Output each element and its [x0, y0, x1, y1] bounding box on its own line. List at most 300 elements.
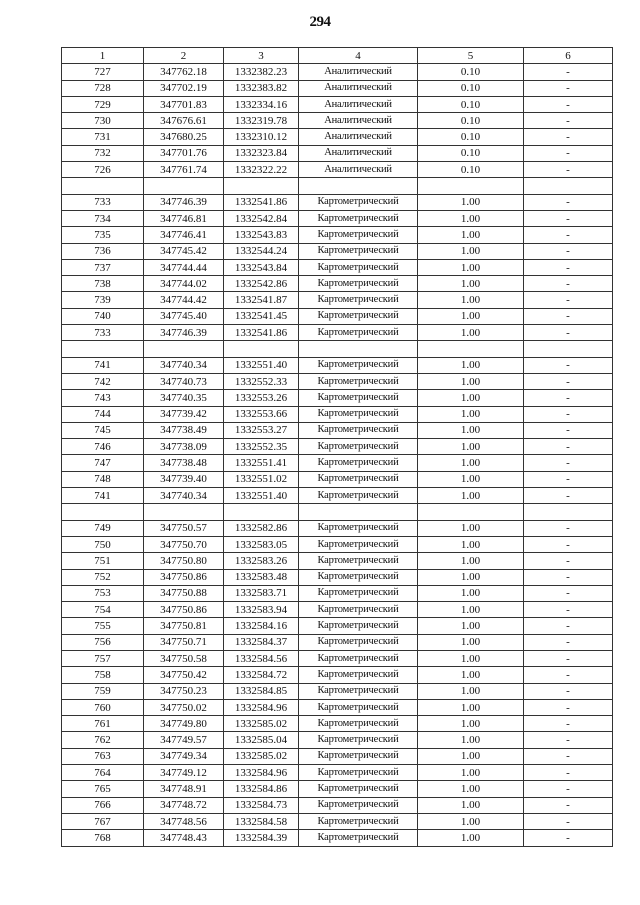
accuracy-cell: 1.00	[418, 569, 524, 585]
table-row	[62, 276, 613, 292]
method-cell: Аналитический	[299, 162, 418, 178]
method-cell	[299, 341, 418, 357]
accuracy-cell: 1.00	[418, 602, 524, 618]
point-number-cell: 757	[62, 650, 144, 666]
point-number-cell: 737	[62, 259, 144, 275]
note-cell	[524, 178, 613, 194]
accuracy-cell: 1.00	[418, 716, 524, 732]
note-cell: -	[524, 422, 613, 438]
note-cell	[524, 504, 613, 520]
point-number-cell: 752	[62, 569, 144, 585]
table-row	[62, 569, 613, 585]
accuracy-cell: 1.00	[418, 227, 524, 243]
x-coordinate-cell: 347701.76	[144, 145, 224, 161]
method-cell: Картометрический	[299, 748, 418, 764]
point-number-cell: 765	[62, 781, 144, 797]
point-number-cell: 727	[62, 64, 144, 80]
header-cell: 1	[62, 48, 144, 64]
x-coordinate-cell: 347748.56	[144, 813, 224, 829]
note-cell: -	[524, 145, 613, 161]
method-cell: Картометрический	[299, 439, 418, 455]
point-number-cell: 748	[62, 471, 144, 487]
note-cell: -	[524, 64, 613, 80]
x-coordinate-cell: 347738.48	[144, 455, 224, 471]
point-number-cell: 728	[62, 80, 144, 96]
point-number-cell: 732	[62, 145, 144, 161]
table-row	[62, 781, 613, 797]
x-coordinate-cell: 347676.61	[144, 113, 224, 129]
x-coordinate-cell: 347761.74	[144, 162, 224, 178]
x-coordinate-cell: 347701.83	[144, 96, 224, 112]
note-cell: -	[524, 634, 613, 650]
accuracy-cell: 1.00	[418, 618, 524, 634]
table-row	[62, 178, 613, 194]
note-cell: -	[524, 830, 613, 846]
method-cell: Картометрический	[299, 569, 418, 585]
y-coordinate-cell: 1332585.02	[224, 748, 299, 764]
method-cell: Картометрический	[299, 683, 418, 699]
table-row	[62, 243, 613, 259]
y-coordinate-cell: 1332552.33	[224, 373, 299, 389]
note-cell: -	[524, 650, 613, 666]
note-cell: -	[524, 357, 613, 373]
point-number-cell: 754	[62, 602, 144, 618]
table-row	[62, 325, 613, 341]
method-cell: Картометрический	[299, 765, 418, 781]
accuracy-cell: 1.00	[418, 553, 524, 569]
point-number-cell: 744	[62, 406, 144, 422]
y-coordinate-cell	[224, 341, 299, 357]
method-cell: Картометрический	[299, 259, 418, 275]
x-coordinate-cell: 347744.42	[144, 292, 224, 308]
y-coordinate-cell: 1332583.05	[224, 536, 299, 552]
y-coordinate-cell: 1332551.02	[224, 471, 299, 487]
x-coordinate-cell: 347750.80	[144, 553, 224, 569]
point-number-cell: 741	[62, 488, 144, 504]
table-row	[62, 797, 613, 813]
table-row	[62, 113, 613, 129]
note-cell: -	[524, 227, 613, 243]
accuracy-cell: 1.00	[418, 455, 524, 471]
y-coordinate-cell	[224, 504, 299, 520]
method-cell: Картометрический	[299, 471, 418, 487]
accuracy-cell: 1.00	[418, 813, 524, 829]
x-coordinate-cell: 347746.41	[144, 227, 224, 243]
method-cell: Картометрический	[299, 602, 418, 618]
accuracy-cell: 1.00	[418, 357, 524, 373]
x-coordinate-cell: 347740.73	[144, 373, 224, 389]
header-row	[62, 48, 613, 64]
table-row	[62, 765, 613, 781]
x-coordinate-cell: 347749.80	[144, 716, 224, 732]
point-number-cell: 729	[62, 96, 144, 112]
table-body	[62, 48, 613, 847]
header-cell: 2	[144, 48, 224, 64]
table-row	[62, 96, 613, 112]
accuracy-cell: 1.00	[418, 520, 524, 536]
table-row	[62, 227, 613, 243]
x-coordinate-cell: 347749.12	[144, 765, 224, 781]
point-number-cell: 763	[62, 748, 144, 764]
method-cell: Картометрический	[299, 667, 418, 683]
y-coordinate-cell: 1332551.40	[224, 357, 299, 373]
coordinates-table	[61, 47, 613, 847]
method-cell: Картометрический	[299, 276, 418, 292]
note-cell: -	[524, 813, 613, 829]
method-cell: Картометрический	[299, 455, 418, 471]
method-cell: Аналитический	[299, 80, 418, 96]
method-cell: Картометрический	[299, 536, 418, 552]
table-row	[62, 422, 613, 438]
header-cell: 6	[524, 48, 613, 64]
accuracy-cell: 1.00	[418, 292, 524, 308]
note-cell: -	[524, 602, 613, 618]
y-coordinate-cell: 1332553.26	[224, 390, 299, 406]
table-row	[62, 618, 613, 634]
x-coordinate-cell: 347739.42	[144, 406, 224, 422]
note-cell: -	[524, 406, 613, 422]
table-row	[62, 732, 613, 748]
table-row	[62, 357, 613, 373]
y-coordinate-cell: 1332584.73	[224, 797, 299, 813]
table-row	[62, 259, 613, 275]
point-number-cell: 749	[62, 520, 144, 536]
table-row	[62, 455, 613, 471]
accuracy-cell: 1.00	[418, 765, 524, 781]
method-cell: Картометрический	[299, 357, 418, 373]
y-coordinate-cell: 1332584.39	[224, 830, 299, 846]
table-row	[62, 553, 613, 569]
method-cell: Картометрический	[299, 488, 418, 504]
x-coordinate-cell: 347750.57	[144, 520, 224, 536]
note-cell: -	[524, 569, 613, 585]
table-row	[62, 145, 613, 161]
table-row	[62, 210, 613, 226]
x-coordinate-cell: 347748.72	[144, 797, 224, 813]
x-coordinate-cell: 347750.86	[144, 569, 224, 585]
header-cell: 5	[418, 48, 524, 64]
x-coordinate-cell	[144, 504, 224, 520]
y-coordinate-cell: 1332584.56	[224, 650, 299, 666]
x-coordinate-cell: 347746.39	[144, 325, 224, 341]
x-coordinate-cell: 347750.71	[144, 634, 224, 650]
x-coordinate-cell: 347750.81	[144, 618, 224, 634]
y-coordinate-cell: 1332542.84	[224, 210, 299, 226]
y-coordinate-cell: 1332541.86	[224, 325, 299, 341]
accuracy-cell: 1.00	[418, 650, 524, 666]
point-number-cell: 755	[62, 618, 144, 634]
note-cell: -	[524, 536, 613, 552]
x-coordinate-cell: 347750.58	[144, 650, 224, 666]
y-coordinate-cell: 1332310.12	[224, 129, 299, 145]
note-cell: -	[524, 618, 613, 634]
table-row	[62, 439, 613, 455]
table-row	[62, 716, 613, 732]
point-number-cell	[62, 504, 144, 520]
x-coordinate-cell: 347746.39	[144, 194, 224, 210]
table-row	[62, 488, 613, 504]
point-number-cell: 766	[62, 797, 144, 813]
table-row	[62, 699, 613, 715]
accuracy-cell: 1.00	[418, 732, 524, 748]
method-cell: Картометрический	[299, 325, 418, 341]
accuracy-cell: 1.00	[418, 634, 524, 650]
y-coordinate-cell: 1332585.02	[224, 716, 299, 732]
y-coordinate-cell: 1332544.24	[224, 243, 299, 259]
accuracy-cell: 1.00	[418, 488, 524, 504]
point-number-cell: 751	[62, 553, 144, 569]
y-coordinate-cell: 1332543.84	[224, 259, 299, 275]
x-coordinate-cell: 347748.91	[144, 781, 224, 797]
note-cell: -	[524, 259, 613, 275]
point-number-cell: 739	[62, 292, 144, 308]
x-coordinate-cell: 347680.25	[144, 129, 224, 145]
y-coordinate-cell: 1332541.87	[224, 292, 299, 308]
table-row	[62, 504, 613, 520]
point-number-cell: 746	[62, 439, 144, 455]
x-coordinate-cell: 347745.42	[144, 243, 224, 259]
point-number-cell: 731	[62, 129, 144, 145]
y-coordinate-cell: 1332323.84	[224, 145, 299, 161]
note-cell: -	[524, 129, 613, 145]
point-number-cell: 738	[62, 276, 144, 292]
x-coordinate-cell	[144, 178, 224, 194]
table-row	[62, 471, 613, 487]
note-cell: -	[524, 748, 613, 764]
y-coordinate-cell: 1332584.16	[224, 618, 299, 634]
method-cell: Картометрический	[299, 210, 418, 226]
x-coordinate-cell: 347750.23	[144, 683, 224, 699]
method-cell: Картометрический	[299, 650, 418, 666]
note-cell: -	[524, 373, 613, 389]
note-cell: -	[524, 716, 613, 732]
y-coordinate-cell: 1332551.41	[224, 455, 299, 471]
y-coordinate-cell: 1332319.78	[224, 113, 299, 129]
x-coordinate-cell: 347744.44	[144, 259, 224, 275]
method-cell: Аналитический	[299, 113, 418, 129]
page-number: 294	[309, 14, 331, 30]
point-number-cell: 762	[62, 732, 144, 748]
table-row	[62, 536, 613, 552]
point-number-cell: 726	[62, 162, 144, 178]
method-cell: Картометрический	[299, 227, 418, 243]
method-cell	[299, 178, 418, 194]
accuracy-cell: 1.00	[418, 667, 524, 683]
note-cell: -	[524, 292, 613, 308]
x-coordinate-cell: 347740.34	[144, 488, 224, 504]
accuracy-cell: 1.00	[418, 276, 524, 292]
y-coordinate-cell: 1332322.22	[224, 162, 299, 178]
point-number-cell: 767	[62, 813, 144, 829]
note-cell: -	[524, 243, 613, 259]
method-cell: Аналитический	[299, 64, 418, 80]
accuracy-cell: 0.10	[418, 96, 524, 112]
x-coordinate-cell: 347750.88	[144, 585, 224, 601]
method-cell: Картометрический	[299, 243, 418, 259]
accuracy-cell	[418, 341, 524, 357]
y-coordinate-cell: 1332542.86	[224, 276, 299, 292]
y-coordinate-cell: 1332552.35	[224, 439, 299, 455]
note-cell: -	[524, 488, 613, 504]
method-cell: Картометрический	[299, 585, 418, 601]
accuracy-cell: 1.00	[418, 683, 524, 699]
method-cell: Картометрический	[299, 781, 418, 797]
accuracy-cell	[418, 504, 524, 520]
accuracy-cell: 1.00	[418, 471, 524, 487]
table-row	[62, 406, 613, 422]
table-row	[62, 650, 613, 666]
accuracy-cell: 1.00	[418, 210, 524, 226]
x-coordinate-cell: 347738.49	[144, 422, 224, 438]
x-coordinate-cell: 347740.34	[144, 357, 224, 373]
table-row	[62, 683, 613, 699]
point-number-cell: 761	[62, 716, 144, 732]
note-cell: -	[524, 276, 613, 292]
x-coordinate-cell	[144, 341, 224, 357]
method-cell: Аналитический	[299, 96, 418, 112]
method-cell: Картометрический	[299, 308, 418, 324]
x-coordinate-cell: 347750.02	[144, 699, 224, 715]
note-cell: -	[524, 455, 613, 471]
note-cell: -	[524, 765, 613, 781]
point-number-cell: 750	[62, 536, 144, 552]
accuracy-cell: 1.00	[418, 585, 524, 601]
table-row	[62, 748, 613, 764]
table-row	[62, 667, 613, 683]
point-number-cell: 733	[62, 194, 144, 210]
point-number-cell: 735	[62, 227, 144, 243]
table-row	[62, 373, 613, 389]
accuracy-cell: 1.00	[418, 373, 524, 389]
x-coordinate-cell: 347740.35	[144, 390, 224, 406]
note-cell: -	[524, 80, 613, 96]
note-cell: -	[524, 781, 613, 797]
method-cell: Картометрический	[299, 732, 418, 748]
accuracy-cell: 1.00	[418, 325, 524, 341]
note-cell: -	[524, 390, 613, 406]
point-number-cell: 740	[62, 308, 144, 324]
accuracy-cell: 0.10	[418, 113, 524, 129]
y-coordinate-cell: 1332585.04	[224, 732, 299, 748]
x-coordinate-cell: 347749.57	[144, 732, 224, 748]
point-number-cell: 747	[62, 455, 144, 471]
point-number-cell: 743	[62, 390, 144, 406]
y-coordinate-cell: 1332383.82	[224, 80, 299, 96]
note-cell: -	[524, 667, 613, 683]
table-row	[62, 520, 613, 536]
table-row	[62, 129, 613, 145]
y-coordinate-cell: 1332583.48	[224, 569, 299, 585]
y-coordinate-cell: 1332584.96	[224, 765, 299, 781]
point-number-cell	[62, 341, 144, 357]
method-cell: Картометрический	[299, 716, 418, 732]
table-row	[62, 585, 613, 601]
y-coordinate-cell: 1332583.71	[224, 585, 299, 601]
note-cell: -	[524, 585, 613, 601]
accuracy-cell: 1.00	[418, 536, 524, 552]
y-coordinate-cell: 1332584.72	[224, 667, 299, 683]
accuracy-cell: 1.00	[418, 422, 524, 438]
method-cell: Картометрический	[299, 813, 418, 829]
point-number-cell: 760	[62, 699, 144, 715]
y-coordinate-cell: 1332584.85	[224, 683, 299, 699]
note-cell: -	[524, 471, 613, 487]
y-coordinate-cell: 1332334.16	[224, 96, 299, 112]
point-number-cell: 736	[62, 243, 144, 259]
table-row	[62, 64, 613, 80]
accuracy-cell	[418, 178, 524, 194]
y-coordinate-cell: 1332541.86	[224, 194, 299, 210]
note-cell: -	[524, 325, 613, 341]
note-cell: -	[524, 683, 613, 699]
method-cell: Картометрический	[299, 390, 418, 406]
method-cell: Картометрический	[299, 553, 418, 569]
y-coordinate-cell: 1332583.94	[224, 602, 299, 618]
accuracy-cell: 1.00	[418, 243, 524, 259]
point-number-cell: 759	[62, 683, 144, 699]
method-cell: Аналитический	[299, 129, 418, 145]
table-row	[62, 162, 613, 178]
y-coordinate-cell: 1332584.58	[224, 813, 299, 829]
table-row	[62, 341, 613, 357]
y-coordinate-cell	[224, 178, 299, 194]
y-coordinate-cell: 1332553.66	[224, 406, 299, 422]
y-coordinate-cell: 1332541.45	[224, 308, 299, 324]
accuracy-cell: 1.00	[418, 830, 524, 846]
point-number-cell: 745	[62, 422, 144, 438]
y-coordinate-cell: 1332382.23	[224, 64, 299, 80]
method-cell: Аналитический	[299, 145, 418, 161]
accuracy-cell: 1.00	[418, 406, 524, 422]
x-coordinate-cell: 347739.40	[144, 471, 224, 487]
method-cell: Картометрический	[299, 194, 418, 210]
note-cell: -	[524, 113, 613, 129]
y-coordinate-cell: 1332582.86	[224, 520, 299, 536]
x-coordinate-cell: 347749.34	[144, 748, 224, 764]
point-number-cell: 734	[62, 210, 144, 226]
method-cell	[299, 504, 418, 520]
method-cell: Картометрический	[299, 797, 418, 813]
note-cell: -	[524, 699, 613, 715]
point-number-cell: 768	[62, 830, 144, 846]
x-coordinate-cell: 347746.81	[144, 210, 224, 226]
accuracy-cell: 1.00	[418, 390, 524, 406]
method-cell: Картометрический	[299, 406, 418, 422]
point-number-cell: 733	[62, 325, 144, 341]
x-coordinate-cell: 347762.18	[144, 64, 224, 80]
note-cell: -	[524, 308, 613, 324]
method-cell: Картометрический	[299, 292, 418, 308]
x-coordinate-cell: 347750.86	[144, 602, 224, 618]
x-coordinate-cell: 347748.43	[144, 830, 224, 846]
accuracy-cell: 0.10	[418, 129, 524, 145]
x-coordinate-cell: 347745.40	[144, 308, 224, 324]
note-cell: -	[524, 439, 613, 455]
point-number-cell: 742	[62, 373, 144, 389]
y-coordinate-cell: 1332551.40	[224, 488, 299, 504]
point-number-cell: 764	[62, 765, 144, 781]
note-cell: -	[524, 210, 613, 226]
table-row	[62, 292, 613, 308]
note-cell: -	[524, 520, 613, 536]
x-coordinate-cell: 347750.42	[144, 667, 224, 683]
note-cell	[524, 341, 613, 357]
point-number-cell	[62, 178, 144, 194]
x-coordinate-cell: 347702.19	[144, 80, 224, 96]
point-number-cell: 753	[62, 585, 144, 601]
y-coordinate-cell: 1332584.96	[224, 699, 299, 715]
note-cell: -	[524, 162, 613, 178]
